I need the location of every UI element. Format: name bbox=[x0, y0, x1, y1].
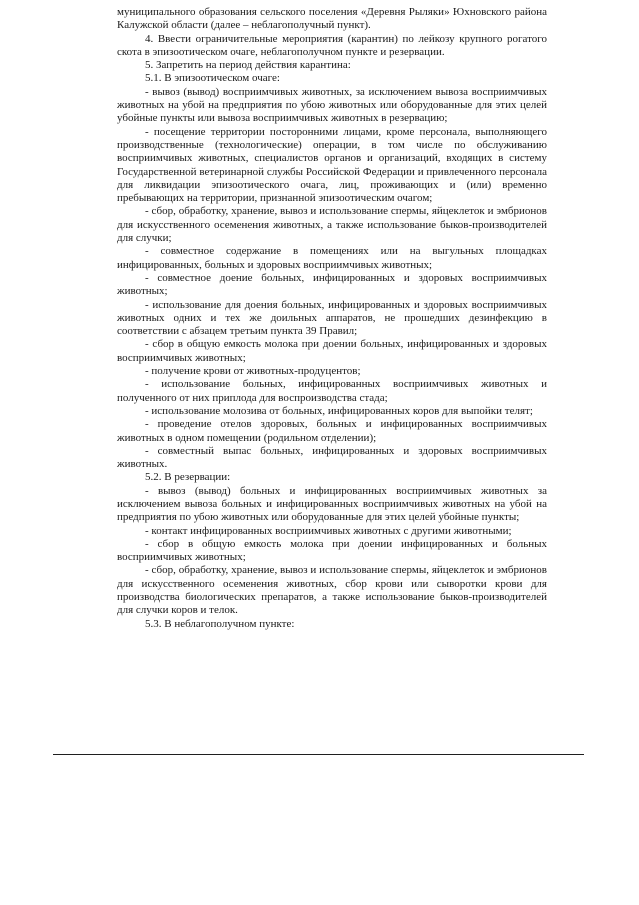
paragraph-locality-continuation: муниципального образования сельского поселения «Деревня Рыляки» Юхновского района Калужской области (далее – неблагополучный пункт). bbox=[117, 6, 547, 32]
paragraph-joint-milking: - совместное доение больных, инфицированных и здоровых восприимчивых животных; bbox=[117, 271, 547, 298]
paragraph-item-5-prohibit: 5. Запретить на период действия карантина: bbox=[145, 59, 351, 72]
paragraph-export-animals: - вывоз (вывод) восприимчивых животных, за исключением вывоза восприимчивых животных на убой на предприятия по убою животных или оборудованные для этих целей убойные пункты или вывоза восприимчивых животных в резервацию; bbox=[117, 85, 547, 125]
bottom-divider-line bbox=[53, 754, 584, 755]
document-page bbox=[117, 6, 547, 631]
paragraph-herd-reproduction: - использование больных, инфицированных восприимчивых животных и полученного от них приплода для воспроизводства стада; bbox=[117, 378, 547, 404]
paragraph-reservation-milk: - сбор в общую емкость молока при доении инфицированных и больных восприимчивых животных; bbox=[117, 537, 547, 564]
paragraph-joint-housing: - совместное содержание в помещениях или на выгульных площадках инфицированных, больных и здоровых восприимчивых животных; bbox=[117, 245, 547, 271]
paragraph-calving: - проведение отелов здоровых, больных и инфицированных восприимчивых животных в одном помещении (родильном отделении); bbox=[117, 418, 547, 444]
paragraph-visits-outsiders: - посещение территории посторонними лицами, кроме персонала, выполняющего производственные (технологические) операции, в том числе по обслуживанию восприимчивых животных, специалистов органов и организаций, входящих в систему Государственной ветеринарной службы Российской Федерации и привлеченного персонала для ликвидации эпизоотического очага, лиц, проживающих и (или) временно пребывающих на территории, признанной эпизоотическим очагом; bbox=[117, 125, 547, 205]
paragraph-sperm-embryos: - сбор, обработку, хранение, вывоз и использование спермы, яйцеклеток и эмбрионов для искусственного осеменения животных, а также использование быков-производителей для случки; bbox=[117, 205, 547, 245]
paragraph-reservation-export: - вывоз (вывод) больных и инфицированных восприимчивых животных за исключением вывоза больных и инфицированных восприимчивых животных на убой на предприятия по убою животных или оборудованные для этих целей убойные пункты; bbox=[117, 484, 547, 524]
heading-5-3-unfavorable-point: 5.3. В неблагополучном пункте: bbox=[145, 617, 295, 630]
paragraph-item-4-quarantine: 4. Ввести ограничительные мероприятия (карантин) по лейкозу крупного рогатого скота в эпизоотическом очаге, неблагополучном пункте и резервации. bbox=[117, 32, 547, 58]
paragraph-blood-collection: - получение крови от животных-продуцентов; bbox=[145, 365, 361, 378]
paragraph-reservation-contact: - контакт инфицированных восприимчивых животных с другими животными; bbox=[145, 524, 512, 537]
heading-5-2-reservation: 5.2. В резервации: bbox=[145, 471, 231, 484]
paragraph-colostrum: - использование молозива от больных, инфицированных коров для выпойки телят; bbox=[145, 404, 533, 417]
heading-5-1-epizootic-focus: 5.1. В эпизоотическом очаге: bbox=[145, 72, 280, 85]
paragraph-milk-collection: - сбор в общую емкость молока при доении больных, инфицированных и здоровых восприимчивых животных; bbox=[117, 338, 547, 364]
paragraph-reservation-sperm-blood: - сбор, обработку, хранение, вывоз и использование спермы, яйцеклеток и эмбрионов для искусственного осеменения животных, сбор крови или сыворотки крови для производства биологических препаратов, а также использование быков-производителей для случки коров и телок. bbox=[117, 564, 547, 617]
paragraph-milking-machines: - использование для доения больных, инфицированных и здоровых восприимчивых животных одних и тех же доильных аппаратов, не прошедших дезинфекцию в соответствии с абзацем третьим пункта 39 Правил; bbox=[117, 298, 547, 338]
paragraph-joint-grazing: - совместный выпас больных, инфицированных и здоровых восприимчивых животных. bbox=[117, 444, 547, 471]
